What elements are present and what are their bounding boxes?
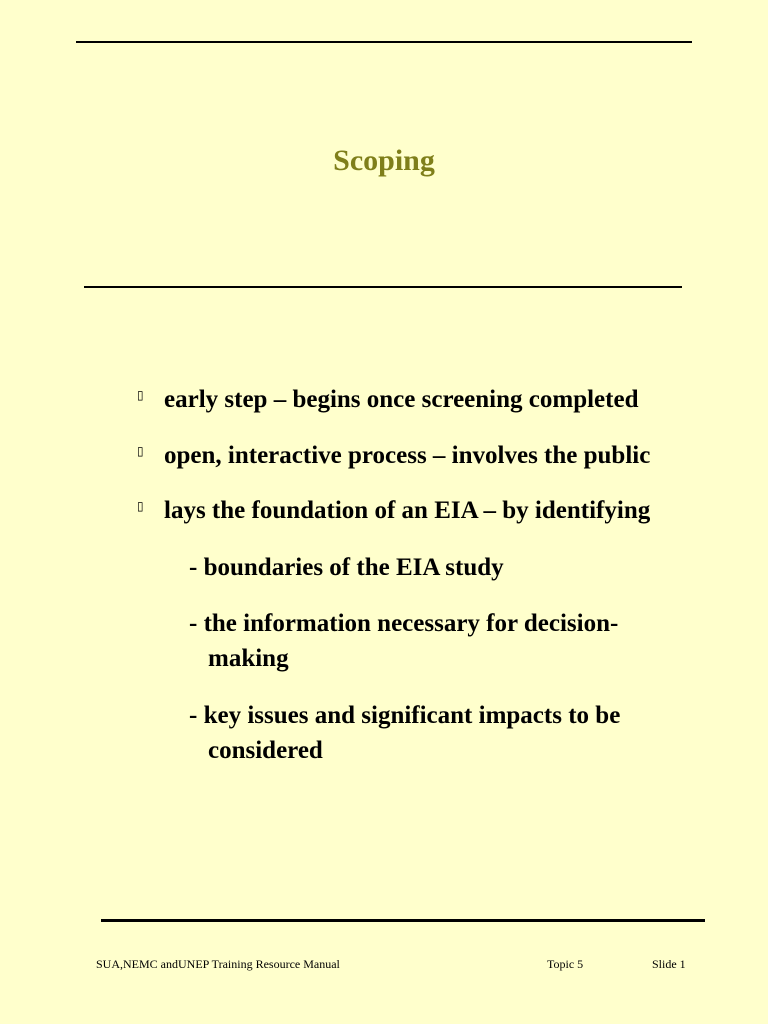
- sub-item-boundaries: - boundaries of the EIA study: [189, 554, 504, 581]
- slide-title: Scoping: [333, 144, 435, 177]
- bullet-text: early step – begins once screening completed: [164, 386, 639, 413]
- sub-item-information-continued: making: [208, 645, 289, 672]
- sub-item-key-issues: - key issues and significant impacts to be: [189, 702, 621, 729]
- footer-divider: [101, 919, 705, 922]
- bullet-icon: ▯: [137, 388, 144, 402]
- sub-item-information: - the information necessary for decision-: [189, 610, 619, 637]
- footer-source: SUA,NEMC andUNEP Training Resource Manual: [96, 957, 340, 971]
- footer-topic: Topic 5: [547, 957, 584, 971]
- bullet-icon: ▯: [137, 444, 144, 458]
- bullet-text: open, interactive process – involves the public: [164, 442, 651, 469]
- bullet-text: lays the foundation of an EIA – by identifying: [164, 497, 651, 524]
- sub-item-key-issues-continued: considered: [208, 737, 323, 764]
- bullet-icon: ▯: [137, 499, 144, 513]
- title-divider: [84, 286, 682, 288]
- top-divider: [76, 41, 692, 43]
- footer-slide-number: Slide 1: [652, 957, 686, 971]
